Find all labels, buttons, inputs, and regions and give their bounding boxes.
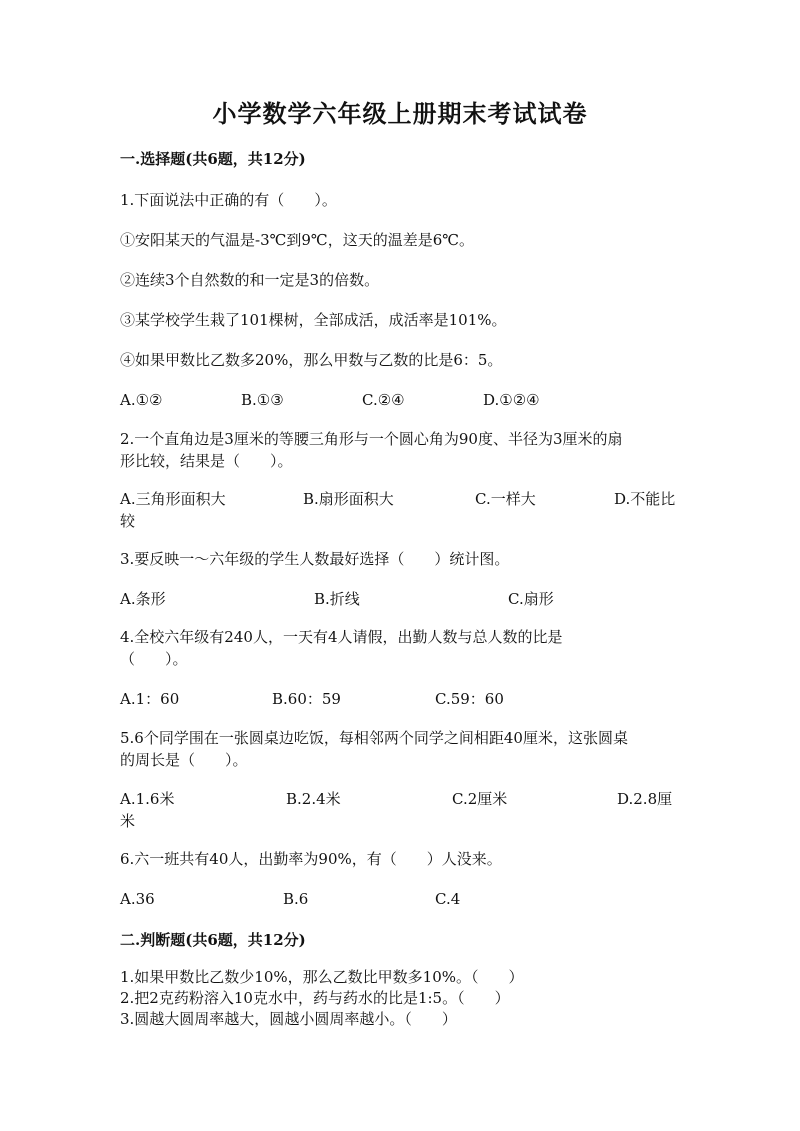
judge-item-2: 2.把2克药粉溶入10克水中，药与药水的比是1:5。（ ） (120, 989, 510, 1007)
question-5-option-d: D.2.8厘 (617, 790, 673, 808)
question-3-option-c: C.扇形 (508, 590, 554, 608)
question-4-stem-line-2: （ ）。 (120, 650, 188, 668)
question-1-statement-2: ②连续3个自然数的和一定是3的倍数。 (120, 271, 380, 289)
question-6-stem: 6.六一班共有40人，出勤率为90%，有（ ）人没来。 (120, 850, 502, 868)
question-5-option-c: C.2厘米 (452, 790, 508, 808)
question-1-option-a: A.①② (120, 391, 163, 409)
question-4-stem-line-1: 4.全校六年级有240人，一天有4人请假，出勤人数与总人数的比是 (120, 628, 563, 646)
question-5-option-b: B.2.4米 (286, 790, 341, 808)
question-1-option-b: B.①③ (241, 391, 284, 409)
question-2-option-d: D.不能比 (614, 490, 676, 508)
question-3-stem: 3.要反映一～六年级的学生人数最好选择（ ）统计图。 (120, 550, 510, 568)
page-title: 小学数学六年级上册期末考试试卷 (212, 99, 588, 128)
judge-item-1: 1.如果甲数比乙数少10%，那么乙数比甲数多10%。（ ） (120, 968, 524, 986)
question-5-stem-line-2: 的周长是（ ）。 (120, 751, 248, 769)
question-4-option-b: B.60：59 (272, 690, 341, 708)
question-2-option-c: C.一样大 (475, 490, 536, 508)
question-2-option-a: A.三角形面积大 (120, 490, 226, 508)
question-1-option-c: C.②④ (362, 391, 405, 409)
question-2-option-b: B.扇形面积大 (303, 490, 394, 508)
judge-item-3: 3.圆越大圆周率越大，圆越小圆周率越小。（ ） (120, 1010, 457, 1028)
question-6-option-a: A.36 (120, 890, 155, 908)
question-1-statement-3: ③某学校学生栽了101棵树，全部成活，成活率是101%。 (120, 311, 507, 329)
question-3-option-a: A.条形 (120, 590, 166, 608)
question-2-stem-line-1: 2.一个直角边是3厘米的等腰三角形与一个圆心角为90度、半径为3厘米的扇 (120, 430, 623, 448)
question-1-statement-1: ①安阳某天的气温是-3℃到9℃，这天的温差是6℃。 (120, 231, 475, 249)
question-4-option-c: C.59：60 (435, 690, 504, 708)
question-1-stem: 1.下面说法中正确的有（ ）。 (120, 191, 337, 209)
question-2-option-d-wrap: 较 (120, 512, 136, 530)
question-6-option-c: C.4 (435, 890, 461, 908)
question-1-statement-4: ④如果甲数比乙数多20%，那么甲数与乙数的比是6：5。 (120, 351, 503, 369)
question-6-option-b: B.6 (283, 890, 309, 908)
section-heading-choice: 一.选择题(共6题，共12分) (120, 150, 306, 168)
question-1-option-d: D.①②④ (483, 391, 540, 409)
question-2-stem-line-2: 形比较，结果是（ ）。 (120, 452, 293, 470)
question-5-option-d-wrap: 米 (120, 812, 136, 830)
question-3-option-b: B.折线 (314, 590, 360, 608)
question-5-stem-line-1: 5.6个同学围在一张圆桌边吃饭，每相邻两个同学之间相距40厘米，这张圆桌 (120, 729, 628, 747)
question-5-option-a: A.1.6米 (120, 790, 175, 808)
question-4-option-a: A.1：60 (120, 690, 180, 708)
section-heading-true-false: 二.判断题(共6题，共12分) (120, 931, 306, 949)
